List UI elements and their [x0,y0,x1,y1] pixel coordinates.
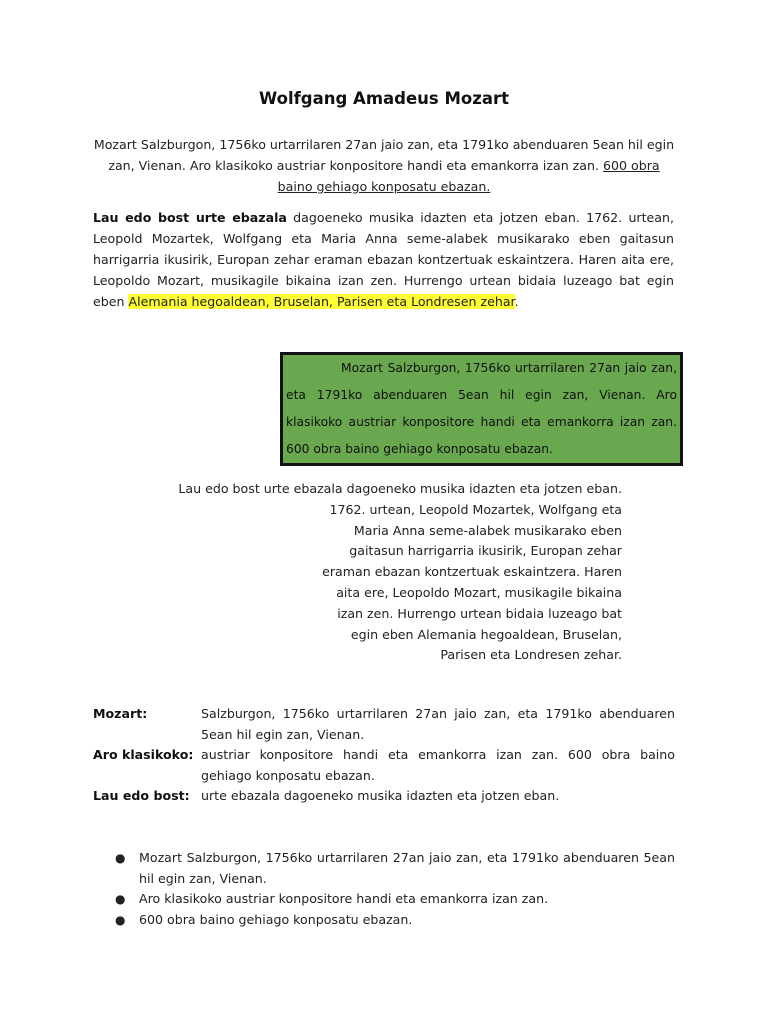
definition-row [93,786,675,807]
right-line: Maria Anna seme-alabek musikarako eben [353,522,622,538]
definition-description: austriar konpositore handi eta emankorra izan zan. 600 obra baino gehiago konposatu ebazan. [201,747,675,783]
definition-description: Salzburgon, 1756ko urtarrilaren 27an jaio zan, eta 1791ko abenduaren 5ean hil egin zan, Vienan. [201,706,675,742]
right-line: eraman ebazan kontzertuak eskaintzera. Haren [322,564,622,580]
green-text-box [280,352,683,466]
right-line: aita ere, Leopoldo Mozart, musikagile bikaina [336,584,622,600]
definition-term: Lau edo bost: [93,788,190,803]
definition-term: Aro klasikoko: [93,747,194,762]
bullet-list [93,848,675,930]
right-aligned-paragraph [175,479,622,666]
childhood-bold-lead: Lau edo bost urte ebazala [93,210,287,225]
right-line: izan zen. Hurrengo urtean bidaia luzeago bat [337,605,622,621]
definition-row [93,704,675,745]
childhood-paragraph [93,207,674,312]
document-title: Wolfgang Amadeus Mozart [259,89,509,108]
intro-paragraph [93,134,675,197]
list-item [93,848,675,889]
childhood-text: dagoeneko musika idazten eta jotzen eban. 1762. urtean, Leopold Mozartek, Wolfgang eta Maria Anna seme-alabek musikarako eben gaitasun harrigarria ikusirik, Europan zehar eraman ebazan kontzertuak eskaintzera. Haren aita ere, Leopoldo Mozart, musikagile bikaina izan zen. Hurrengo urtean bidaia luzeago bat egin eben [93,210,674,309]
green-box-text: Mozart Salzburgon, 1756ko urtarrilaren 27an jaio zan, eta 1791ko abenduaren 5ean hil egin zan, Vienan. Aro klasikoko austriar konpositore handi eta emankorra izan zan. 600 obra baino gehiago konposatu ebazan. [286,361,677,456]
highlighted-text: Alemania hegoaldean, Bruselan, Parisen eta Londresen zehar [128,294,515,309]
bullet-icon: ● [115,892,126,906]
list-item [93,910,675,931]
childhood-end: . [514,294,519,309]
definition-list [93,704,675,807]
intro-text: Mozart Salzburgon, 1756ko urtarrilaren 27an jaio zan, eta 1791ko abenduaren 5ean hil egin zan, Vienan. Aro klasikoko austriar konpositore handi eta emankorra izan zan. [93,137,675,173]
definition-term: Mozart: [93,706,148,721]
definition-row [93,745,675,786]
list-item-text: Aro klasikoko austriar konpositore handi eta emankorra izan zan. [139,891,549,906]
right-line: Parisen eta Londresen zehar. [440,647,622,663]
intro-underlined-text: 600 obra baino gehiago konposatu ebazan. [277,158,660,194]
right-line: egin eben Alemania hegoaldean, Bruselan, [350,626,622,642]
right-line: 1762. urtean, Leopold Mozartek, Wolfgang eta [329,501,622,517]
definition-description: urte ebazala dagoeneko musika idazten eta jotzen eban. [201,788,560,803]
list-item-text: 600 obra baino gehiago konposatu ebazan. [139,911,413,927]
list-item [93,889,675,910]
right-line: gaitasun harrigarria ikusirik, Europan zehar [349,543,622,559]
right-line: Lau edo bost urte ebazala dagoeneko musika idazten eta jotzen eban. [178,481,622,496]
bullet-icon: ● [115,912,126,927]
bullet-icon: ● [115,851,126,865]
list-item-text: Mozart Salzburgon, 1756ko urtarrilaren 27an jaio zan, eta 1791ko abenduaren 5ean hil egin zan, Vienan. [139,850,675,886]
